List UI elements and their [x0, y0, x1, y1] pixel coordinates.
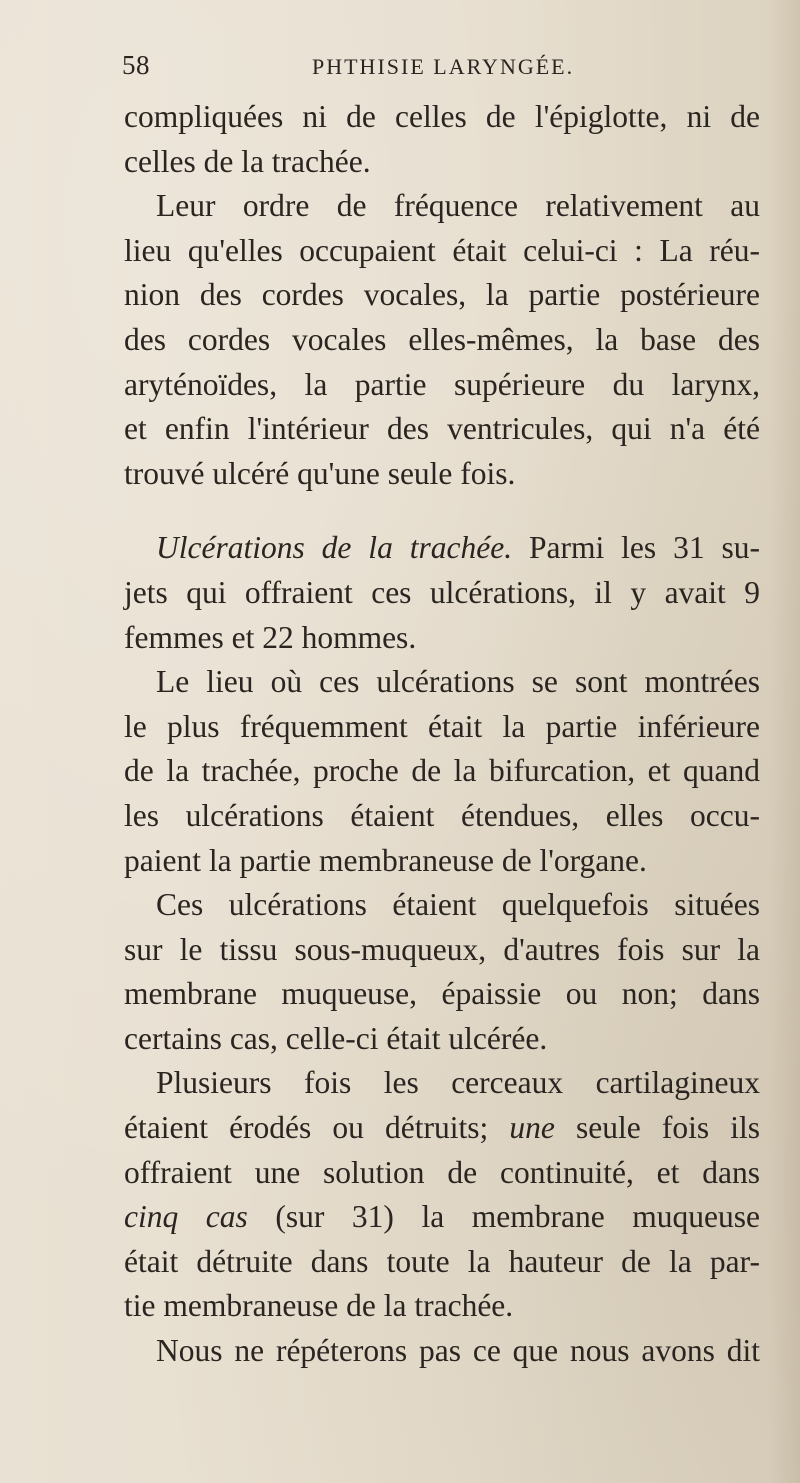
text-line: et enfin l'intérieur des ventricules, qui n'a été: [124, 411, 760, 447]
text-line: [124, 526, 760, 571]
text-line: lieu qu'elles occupaient était celui-ci : La réu-: [124, 232, 760, 268]
text-line: tie membraneuse de la trachée.: [124, 1288, 514, 1324]
paragraph: [124, 95, 760, 184]
text-line: Nous ne répéterons pas ce que nous avons dit: [156, 1333, 760, 1369]
paragraph: [124, 660, 760, 883]
text-line: de la trachée, proche de la bifurcation, et quand: [124, 753, 760, 789]
text-line: Ces ulcérations étaient quelquefois situées: [156, 887, 760, 923]
text-line: certains cas, celle-ci était ulcérée.: [124, 1020, 548, 1056]
text-line: Le lieu où ces ulcérations se sont montrées: [156, 664, 760, 700]
text-line: [124, 1106, 760, 1151]
text-line: aryténoïdes, la partie supérieure du larynx,: [124, 366, 760, 402]
text-line: les ulcérations étaient étendues, elles occu-: [124, 797, 760, 833]
paragraph: [124, 184, 760, 496]
running-title: PHTHISIE LARYNGÉE.: [312, 54, 575, 79]
paragraph: [124, 1329, 760, 1374]
text-line: le plus fréquemment était la partie inférieure: [124, 708, 760, 744]
text-line: offraient une solution de continuité, et dans: [124, 1154, 760, 1190]
paragraph: [124, 526, 760, 660]
text-run: (sur 31) la membrane muqueuse: [247, 1199, 760, 1235]
text-line: était détruite dans toute la hauteur de la par-: [124, 1243, 760, 1279]
section-gap: [124, 496, 760, 526]
text-line: compliquées ni de celles de l'épiglotte, ni de: [124, 99, 760, 134]
page-number: 58: [122, 50, 150, 80]
page-header: [122, 50, 752, 86]
text-run: Parmi les 31 su-: [512, 530, 761, 566]
paragraph: [124, 1061, 760, 1329]
text-line: femmes et 22 hommes.: [124, 619, 417, 655]
paragraph: [124, 883, 760, 1061]
body-text: [124, 95, 760, 1374]
text-run: seule fois ils: [554, 1110, 760, 1146]
text-line: des cordes vocales elles-mêmes, la base des: [124, 321, 760, 357]
text-line: sur le tissu sous-muqueux, d'autres fois sur la: [124, 931, 760, 967]
text-line: Leur ordre de fréquence relativement au: [156, 188, 760, 224]
text-line: paient la partie membraneuse de l'organe.: [124, 842, 647, 878]
text-line: membrane muqueuse, épaissie ou non; dans: [124, 976, 760, 1012]
text-line: nion des cordes vocales, la partie postérieure: [124, 277, 760, 313]
text-line: trouvé ulcéré qu'une seule fois.: [124, 455, 516, 491]
section-heading: Ulcérations de la trachée.: [156, 530, 513, 566]
text-line: celles de la trachée.: [124, 143, 371, 179]
text-line: [124, 1195, 760, 1240]
emphasis: une: [509, 1110, 555, 1146]
text-run: étaient érodés ou détruits;: [124, 1110, 510, 1146]
text-line: jets qui offraient ces ulcérations, il y avait 9: [124, 574, 760, 610]
text-line: Plusieurs fois les cerceaux cartilagineux: [156, 1065, 760, 1101]
emphasis: cinq cas: [124, 1199, 248, 1235]
